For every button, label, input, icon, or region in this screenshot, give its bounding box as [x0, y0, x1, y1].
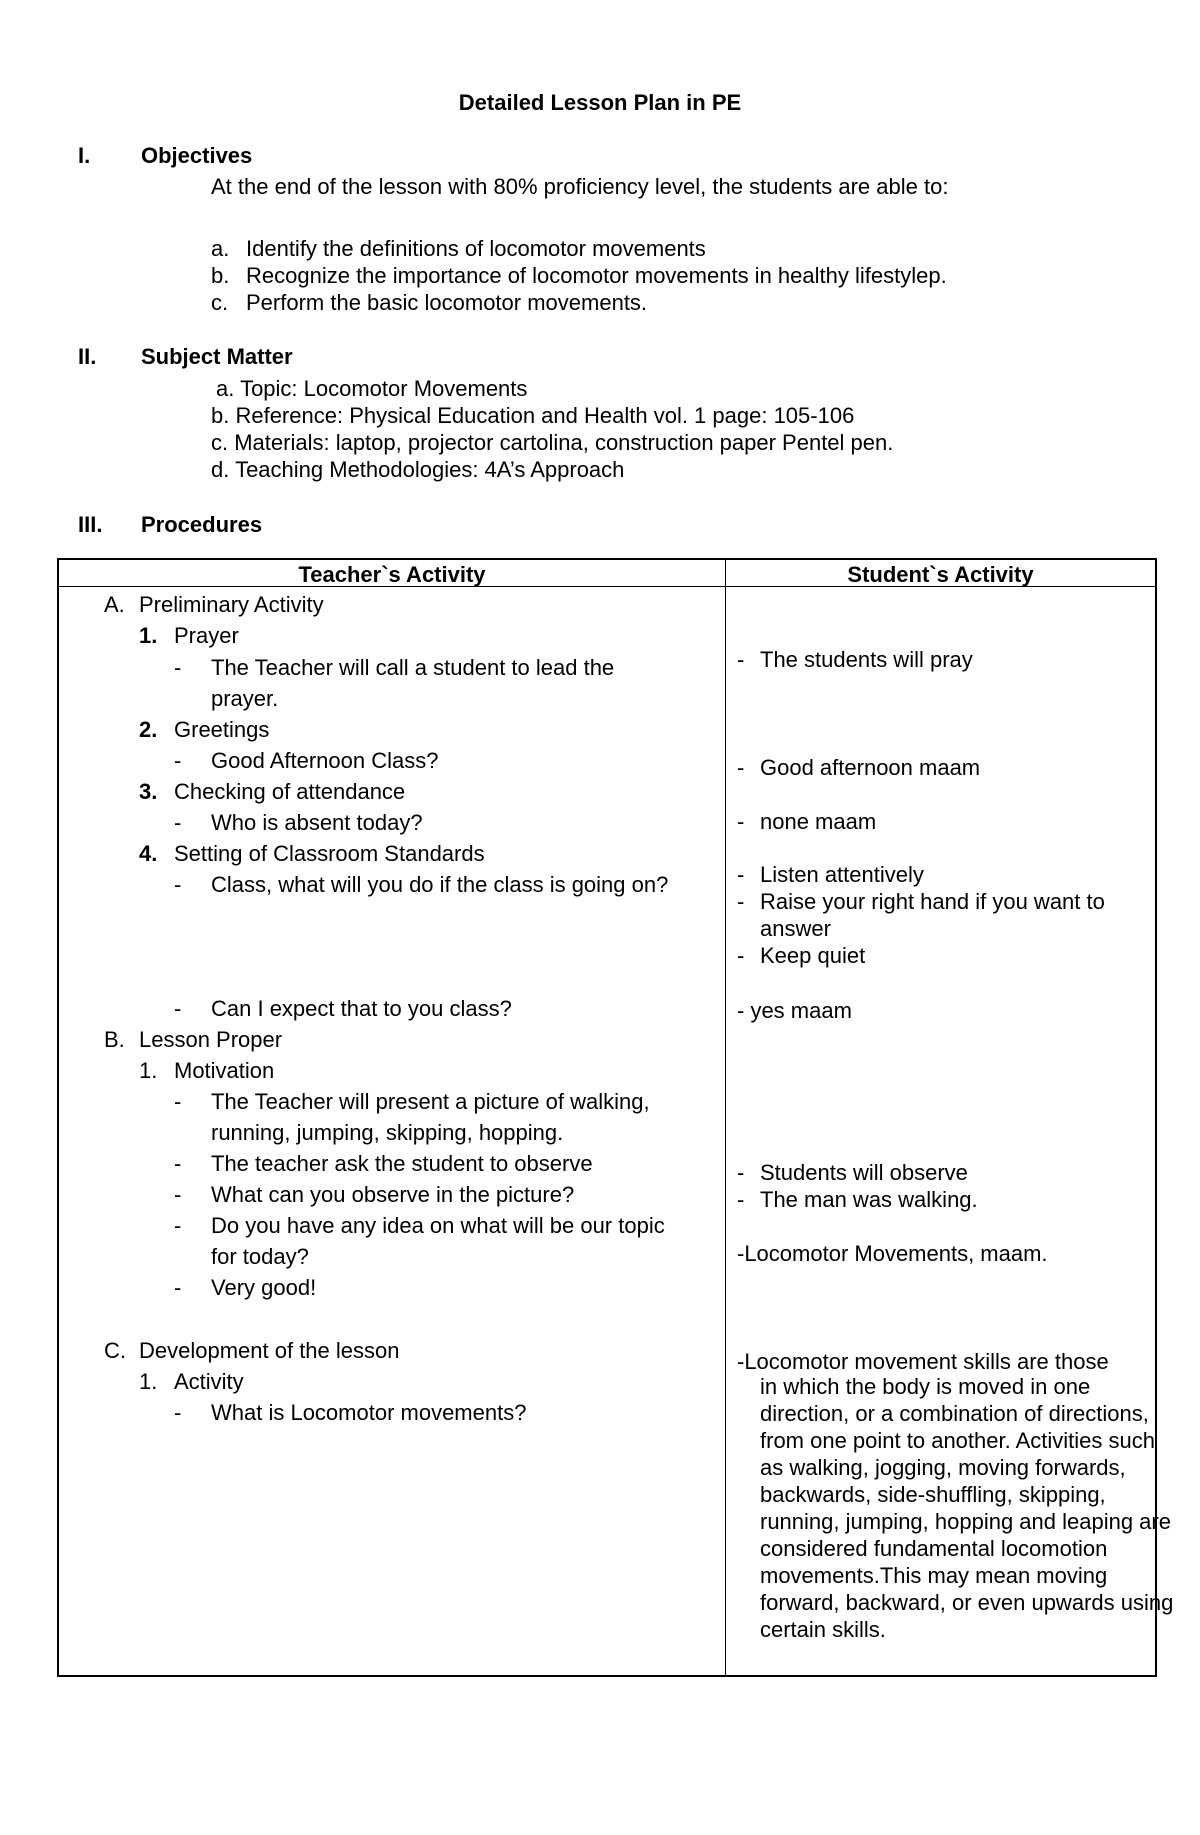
dash: -	[174, 872, 182, 897]
dash: -	[174, 1275, 182, 1300]
motivation-number: 1.	[139, 1058, 158, 1083]
table-column-divider	[725, 558, 726, 1677]
answer-raise: Raise your right hand if you want to	[760, 889, 1105, 914]
section-a-label: Preliminary Activity	[139, 592, 324, 617]
procedures-heading: Procedures	[141, 512, 263, 537]
item-motivation: Motivation	[174, 1058, 275, 1083]
attendance-line: Who is absent today?	[211, 810, 423, 835]
subject-reference: b. Reference: Physical Education and Health vol. 1 page: 105-106	[211, 403, 855, 428]
expect-question: Can I expect that to you class?	[211, 996, 512, 1021]
table-border-bottom	[57, 1675, 1157, 1677]
objective-letter-b: b.	[211, 263, 230, 288]
dash: -	[174, 748, 182, 773]
motivation-line-4-cont: for today?	[211, 1244, 309, 1269]
activity-number: 1.	[139, 1369, 158, 1394]
item-3-number: 3.	[139, 779, 158, 804]
dash: -	[174, 996, 182, 1021]
prayer-instruction-cont: prayer.	[211, 686, 279, 711]
answer-yes: - yes maam	[737, 998, 852, 1023]
header-student-activity: Student`s Activity	[847, 562, 1034, 587]
section-b-letter: B.	[104, 1027, 125, 1052]
subject-methodologies: d. Teaching Methodologies: 4A’s Approach	[211, 457, 625, 482]
section-c-letter: C.	[104, 1338, 126, 1363]
answer-walking: The man was walking.	[760, 1187, 978, 1212]
table-border-top	[57, 558, 1157, 560]
dash: -	[174, 1089, 182, 1114]
section-c-label: Development of the lesson	[139, 1338, 400, 1363]
objective-letter-a: a.	[211, 236, 230, 261]
answer-topic: -Locomotor Movements, maam.	[737, 1241, 1048, 1266]
item-standards: Setting of Classroom Standards	[174, 841, 485, 866]
motivation-line-4: Do you have any idea on what will be our topic	[211, 1213, 665, 1238]
answer-greet: Good afternoon maam	[760, 755, 981, 780]
answer-none: none maam	[760, 809, 877, 834]
item-attendance: Checking of attendance	[174, 779, 406, 804]
dash: -	[737, 1160, 745, 1185]
dash: -	[174, 810, 182, 835]
answer-observe: Students will observe	[760, 1160, 968, 1185]
item-4-number: 4.	[139, 841, 158, 866]
answer-quiet: Keep quiet	[760, 943, 866, 968]
motivation-line-1-cont: running, jumping, skipping, hopping.	[211, 1120, 564, 1145]
document-title: Detailed Lesson Plan in PE	[458, 90, 742, 115]
activity-question: What is Locomotor movements?	[211, 1400, 527, 1425]
procedures-numeral: III.	[78, 512, 103, 537]
dash: -	[174, 1400, 182, 1425]
item-1-number: 1.	[139, 623, 158, 648]
dash: -	[174, 1213, 182, 1238]
table-border-left	[57, 558, 59, 1677]
dash: -	[737, 755, 745, 780]
motivation-line-5: Very good!	[211, 1275, 317, 1300]
answer-definition-first: -Locomotor movement skills are those	[737, 1349, 1109, 1374]
dash: -	[737, 1187, 745, 1212]
header-teacher-activity: Teacher`s Activity	[298, 562, 486, 587]
dash: -	[737, 809, 745, 834]
prayer-instruction: The Teacher will call a student to lead the	[211, 655, 615, 680]
item-greetings: Greetings	[174, 717, 270, 742]
subject-topic: a. Topic: Locomotor Movements	[216, 376, 528, 401]
dash: -	[737, 943, 745, 968]
greeting-line: Good Afternoon Class?	[211, 748, 439, 773]
objectives-heading: Objectives	[141, 143, 253, 168]
item-2-number: 2.	[139, 717, 158, 742]
dash: -	[737, 889, 745, 914]
dash: -	[174, 1182, 182, 1207]
objective-text-c: Perform the basic locomotor movements.	[246, 290, 648, 315]
answer-listen: Listen attentively	[760, 862, 924, 887]
answer-raise-cont: answer	[760, 916, 831, 941]
answer-definition: in which the body is moved in one direction, or a combination of directions, from one point to another. Activities such as walking, jogging, moving forwards, backwards, side-shuffling, skipping, running, jumping, hopping and leaping are considered fundamental locomotion movements.This may mean moving forward, backward, or even upwards using certain skills.	[760, 1374, 1174, 1642]
answer-pray: The students will pray	[760, 647, 973, 672]
dash: -	[174, 655, 182, 680]
objective-text-b: Recognize the importance of locomotor movements in healthy lifestylep.	[246, 263, 947, 288]
dash: -	[174, 1151, 182, 1176]
subject-materials: c. Materials: laptop, projector cartolina, construction paper Pentel pen.	[211, 430, 894, 455]
dash: -	[737, 647, 745, 672]
objectives-intro: At the end of the lesson with 80% proficiency level, the students are able to:	[211, 174, 949, 199]
objective-letter-c: c.	[211, 290, 229, 315]
subject-matter-numeral: II.	[78, 344, 97, 369]
subject-matter-heading: Subject Matter	[141, 344, 293, 369]
objective-text-a: Identify the definitions of locomotor movements	[246, 236, 706, 261]
objectives-numeral: I.	[78, 143, 91, 168]
motivation-line-1: The Teacher will present a picture of walking,	[211, 1089, 650, 1114]
section-b-label: Lesson Proper	[139, 1027, 283, 1052]
standards-question: Class, what will you do if the class is going on?	[211, 872, 669, 897]
item-activity: Activity	[174, 1369, 244, 1394]
section-a-letter: A.	[104, 592, 125, 617]
motivation-line-2: The teacher ask the student to observe	[211, 1151, 593, 1176]
motivation-line-3: What can you observe in the picture?	[211, 1182, 575, 1207]
item-prayer: Prayer	[174, 623, 239, 648]
dash: -	[737, 862, 745, 887]
